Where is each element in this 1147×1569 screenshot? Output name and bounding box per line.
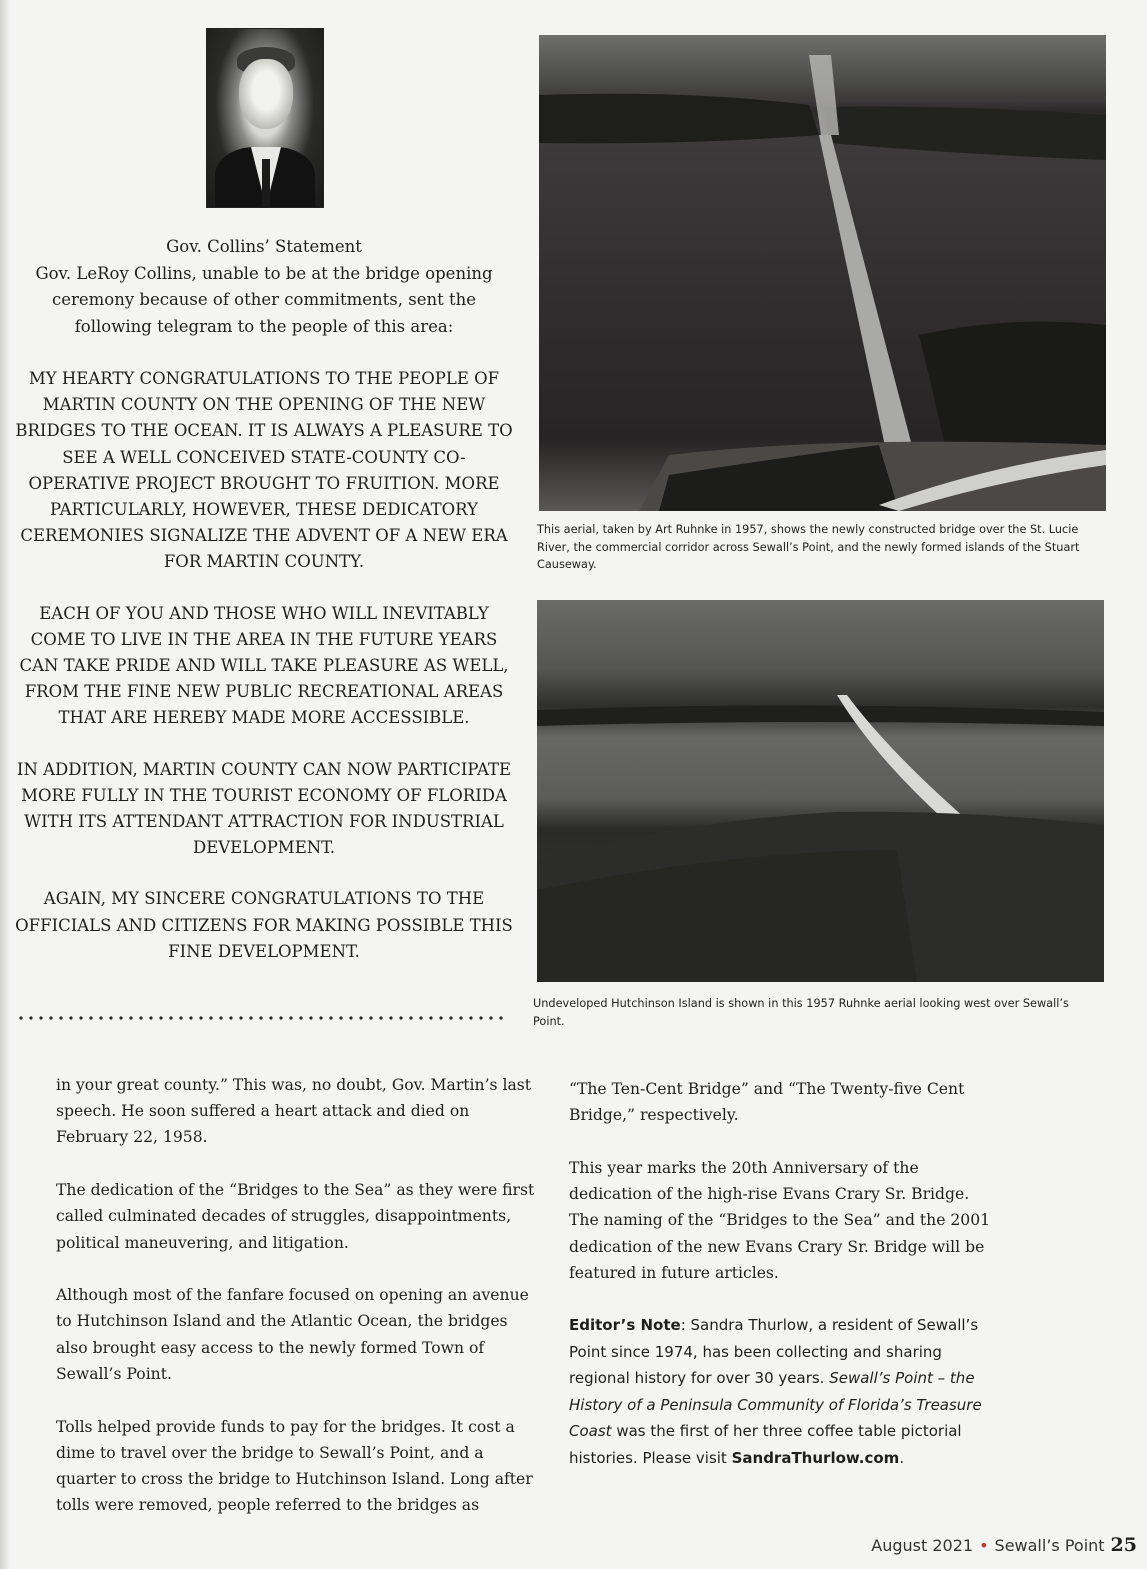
book-title: Sewall’s Point – the History of a Peninsula Community of Florida’s Treasure Coast	[569, 1369, 982, 1441]
editor-note-label: Editor’s Note	[569, 1316, 681, 1335]
page-edge-shadow	[0, 0, 10, 1569]
telegram-paragraph: EACH OF YOU AND THOSE WHO WILL INEVITABLY COME TO LIVE IN THE AREA IN THE FUTURE YEARS CAN TAKE PRIDE AND WILL TAKE PLEASURE AS WELL, FROM THE FINE NEW PUBLIC RECREATIONAL AREAS THAT ARE HEREBY MADE MORE ACCESSIBLE.	[19, 603, 509, 728]
footer-issue: August 2021	[871, 1536, 974, 1555]
article-paragraph: The dedication of the “Bridges to the Sea” as they were first called culminated decades of struggles, disappointments, political maneuvering, and litigation.	[56, 1181, 535, 1252]
telegram-paragraph: MY HEARTY CONGRATULATIONS TO THE PEOPLE OF MARTIN COUNTY ON THE OPENING OF THE NEW BRIDGES TO THE OCEAN. IT IS ALWAYS A PLEASURE TO SEE A WELL CONCEIVED STATE-COUNTY CO-OPERATIVE PROJECT BROUGHT TO FRUITION. MORE PARTICULARLY, HOWEVER, THESE DEDICATORY CEREMONIES SIGNALIZE THE ADVENT OF A NEW ERA FOR MARTIN COUNTY.	[15, 369, 513, 572]
telegram-paragraph: IN ADDITION, MARTIN COUNTY CAN NOW PARTICIPATE MORE FULLY IN THE TOURIST ECONOMY OF FLORIDA WITH ITS ATTENDANT ATTRACTION FOR INDUSTRIAL DEVELOPMENT.	[16, 759, 512, 858]
telegram-paragraph: AGAIN, MY SINCERE CONGRATULATIONS TO THE OFFICIALS AND CITIZENS FOR MAKING POSSIBLE THIS FINE DEVELOPMENT.	[15, 889, 513, 961]
governor-portrait-photo	[206, 28, 324, 208]
telegram-text	[14, 366, 514, 965]
photo1-caption: This aerial, taken by Art Ruhnke in 1957, shows the newly constructed bridge over the St. Lucie River, the commercial corridor across Sewall’s Point, and the newly formed islands of the Stuart Causeway.	[537, 523, 1080, 571]
dotted-divider	[16, 1014, 504, 1022]
governor-statement	[14, 234, 514, 990]
website-link[interactable]: SandraThurlow.com	[731, 1448, 900, 1467]
statement-heading: Gov. Collins’ Statement	[166, 237, 362, 256]
page-number: 25	[1110, 1534, 1137, 1556]
article-paragraph: in your great county.” This was, no doubt, Gov. Martin’s last speech. He soon suffered a heart attack and died on February 22, 1958.	[56, 1076, 532, 1147]
editor-note-text: : Sandra Thurlow, a resident of Sewall’s Point since 1974, has been collecting and sharing regional history for over 30 years.	[569, 1316, 979, 1388]
editor-note-text: was the first of her three coffee table pictorial histories. Please visit	[569, 1422, 962, 1467]
editor-note	[569, 1312, 999, 1471]
footer-separator: •	[979, 1536, 989, 1555]
article-paragraph: Tolls helped provide funds to pay for the bridges. It cost a dime to travel over the bridge to Sewall’s Point, and a quarter to cross the bridge to Hutchinson Island. Long after tolls were removed, people referred to the bridges as	[56, 1417, 533, 1515]
article-right-column	[569, 1076, 999, 1498]
editor-note-text: .	[899, 1448, 905, 1467]
page-footer	[871, 1534, 1137, 1556]
aerial-photo-bridge-1957	[539, 35, 1106, 511]
photo2-caption: Undeveloped Hutchinson Island is shown in this 1957 Ruhnke aerial looking west over Sewall’s Point.	[533, 997, 1069, 1028]
article-paragraph: “The Ten-Cent Bridge” and “The Twenty-five Cent Bridge,” respectively.	[569, 1080, 965, 1125]
article-paragraph: Although most of the fanfare focused on opening an avenue to Hutchinson Island and the Atlantic Ocean, the bridges also brought easy access to the newly formed Town of Sewall’s Point.	[56, 1286, 529, 1383]
article-left-column	[56, 1072, 541, 1545]
aerial-photo-hutchinson-island-1957	[537, 600, 1104, 982]
footer-section: Sewall’s Point	[994, 1536, 1105, 1555]
article-paragraph: This year marks the 20th Anniversary of the dedication of the high-rise Evans Crary Sr. Bridge. The naming of the “Bridges to the Sea” and the 2001 dedication of the new Evans Crary Sr. Bridge will be featured in future articles.	[569, 1158, 991, 1282]
statement-intro: Gov. LeRoy Collins, unable to be at the bridge opening ceremony because of other commitments, sent the following telegram to the people of this area:	[35, 263, 493, 336]
